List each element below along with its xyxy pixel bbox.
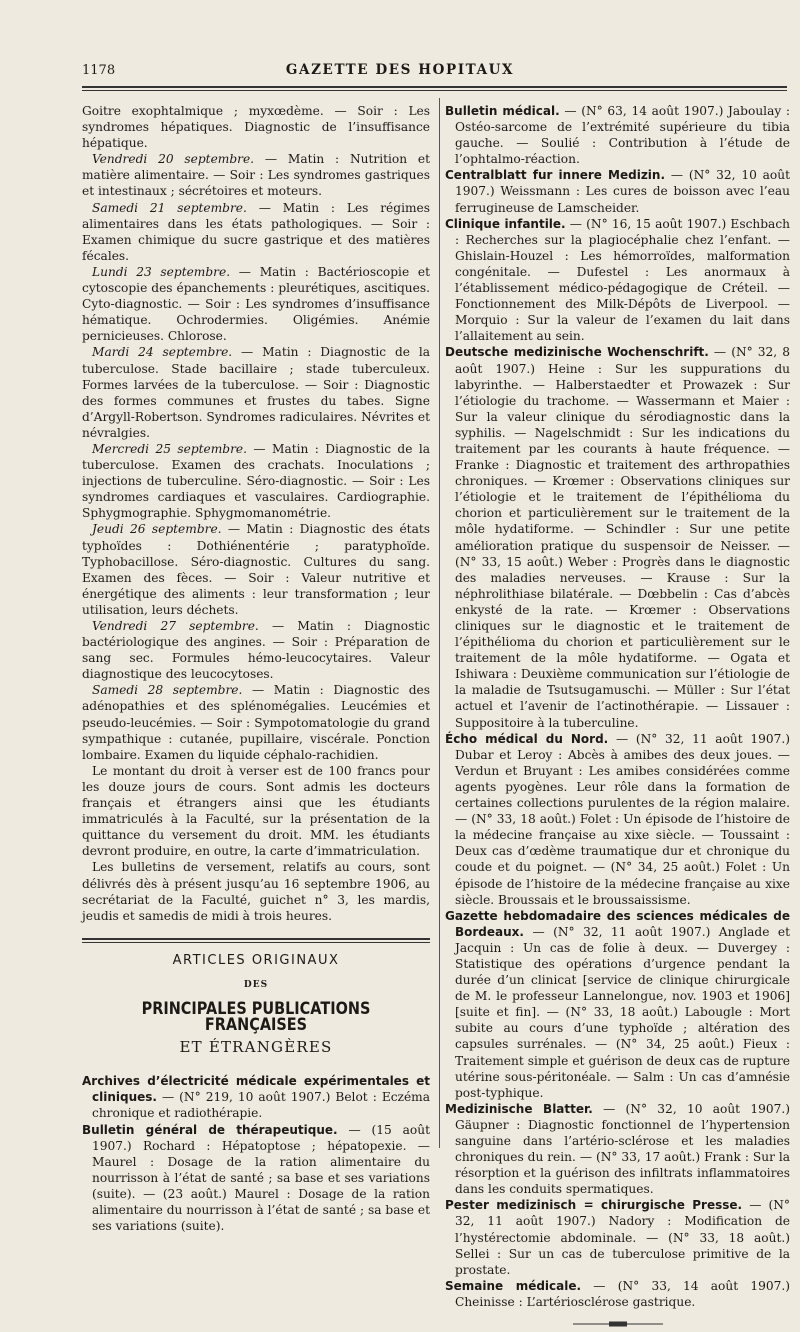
course-day: Mercredi 25 septembre. [92, 441, 248, 456]
review-title: Deutsche medizinische Wochenschrift. [445, 345, 709, 360]
review-entry: Centralblatt fur innere Medizin. — (N° 32, 10 août 1907.) Weissmann : Les cures de boisson avec l’eau ferrugineuse de Lamscheider. [445, 168, 791, 215]
review-entry: Gazette hebdomadaire des sciences médicales de Bordeaux. — (N° 32, 11 août 1907.) Anglade et Jacquin : Un cas de folie à deux. — Duvergey : Statistique des opérations d’urgence pendant la durée d’un clinicat [service de clinique chirurgicale de M. le professeur Lannelongue, nov. 1903 et 1906] [suite et fin]. — (N° 33, 18 août.) Labougle : Mort subite au cours d’une typhoïde ; altération des capsules surrénales. — (N° 34, 25 août.) Fieux : Traitement simple et guérison de deux cas de rupture utérine sous-péritonéale. — Salm : Un cas d’amnésie post-typhique. [445, 908, 790, 1100]
course-day: Jeudi 26 septembre. [92, 522, 222, 537]
review-entry: Pester medizinisch = chirurgische Presse. — (N° 32, 11 août 1907.) Nadory : Modification de l’hystérectomie abdominale. — (N° 33, 18 août.) Sellei : Sur un cas de tuberculose primitive de la prostate. [445, 1198, 791, 1277]
course-paragraph: Mardi 24 septembre. — Matin : Diagnostic de la tuberculose. Stade bacillaire ; stade tuberculeux. Formes larvées de la tuberculose. — Soir : Diagnostic des formes communes et frustes du tabes. Signe d’Argyll-Robertson. Syndromes radiculaires. Névrites et névralgies. [82, 345, 430, 440]
review-entry: Bulletin médical. — (N° 63, 14 août 1907.) Jaboulay : Ostéo-sarcome de l’extrémité supérieure du tibia gauche. — Soulié : Contribution à l’étude de l’ophtalmo-réaction. [445, 104, 791, 167]
left-column [82, 103, 430, 1234]
course-paragraph: Samedi 21 septembre. — Matin : Les régimes alimentaires dans les états pathologiques. — Soir : Examen chimique du sucre gastrique et des matières fécales. [82, 200, 430, 263]
review-title: Pester medizinisch = chirurgische Presse. [445, 1198, 743, 1213]
course-day: Vendredi 27 septembre. [92, 619, 259, 633]
review-entry: Archives d’électricité médicale expérimentales et cliniques. — (N° 219, 10 août 1907.) Belot : Eczéma chronique et radiothérapie. [82, 1074, 430, 1121]
section-rule [82, 938, 430, 943]
course-paragraph: Goitre exophtalmique ; myxœdème. — Soir : Les syndromes hépatiques. Diagnostic de l’insuffisance hépatique. [82, 104, 430, 151]
review-entry: Écho médical du Nord. — (N° 32, 11 août 1907.) Dubar et Leroy : Abcès à amibes des deux joues. — Verdun et Bruyant : Les amibes considérées comme agents pyogènes. Leur rôle dans la formation de certaines collections purulentes de la région malaire. — (N° 33, 18 août.) Folet : Un épisode de l’histoire de la médecine française au xixe siècle. — Toussaint : Deux cas d’œdème traumatique dur et chronique du coude et du poignet. — (N° 34, 25 août.) Folet : Un épisode de l’histoire de la médecine française au xixe siècle. Broussais et le broussaissisme. [445, 731, 790, 907]
section-heading-publications: PRINCIPALES PUBLICATIONS FRANÇAISES [141, 998, 371, 1036]
review-title: Semaine médicale. [445, 1278, 582, 1293]
course-day: Samedi 28 septembre. [92, 683, 243, 698]
review-title: Centralblatt fur innere Medizin. [445, 168, 666, 183]
course-day: Lundi 23 septembre. [92, 264, 231, 279]
review-title: Gazette hebdomadaire des sciences médicales de Bordeaux. [445, 908, 790, 939]
review-entry: Clinique infantile. — (N° 16, 15 août 1907.) Eschbach : Recherches sur la plagiocéphalie chez l’enfant. — Ghislain-Houzel : Les hémorroïdes, malformation congénitale. — Dufestel : Les anormaux à l’établissement médico-pédagogique de Créteil. — Fonctionnement des Milk-Dépôts de Liverpool. — Morquio : Sur la valeur de l’examen du lait dans l’allaitement au sein. [445, 216, 790, 344]
journal-title: GAZETTE DES HOPITAUX [285, 62, 515, 78]
course-paragraph: Jeudi 26 septembre. — Matin : Diagnostic des états typhoïdes : Dothiénentérie ; paratyphoïde. Typhobacillose. Séro-diagnostic. Cultures du sang. Examen des fèces. — Soir : Valeur nutritive et énergétique des aliments : leur transformation ; leur utilisation, leurs déchets. [82, 522, 430, 617]
section-heading-etrangeres: ET ÉTRANGÈRES [179, 1038, 333, 1057]
review-entry: Medizinische Blatter. — (N° 32, 10 août 1907.) Gäupner : Diagnostic fonctionnel de l’hypertension sanguine dans l’artério-sclérose et les maladies chroniques du rein. — (N° 33, 17 août.) Frank : Sur la résorption et la guérison des infiltrats inflammatoires dans les conduits spermatiques. [445, 1101, 790, 1197]
review-entry: Bulletin général de thérapeutique. — (15 août 1907.) Rochard : Hépatoptose ; hépatopexie. — Maurel : Dosage de la ration alimentaire du nourrisson à l’état de santé ; sa base et ses variations (suite). — (23 août.) Maurel : Dosage de la ration alimentaire du nourrisson à l’état de santé ; sa base et ses variations (suite). [82, 1122, 430, 1234]
header-rule [82, 86, 787, 91]
section-heading-des: DES [243, 979, 269, 990]
course-paragraph: Samedi 28 septembre. — Matin : Diagnostic des adénopathies et des splénomégalies. Leucémies et pseudo-leucémies. — Soir : Sympotomatologie du grand sympathique : cutanée, pupillaire, viscérale. Ponction lombaire. Examen du liquide céphalo-rachidien. [82, 683, 430, 762]
course-paragraph: Mercredi 25 septembre. — Matin : Diagnostic de la tuberculose. Examen des crachats. Inoculations ; injections de tuberculine. Séro-diagnostic. — Soir : Les syndromes cardiaques et vasculaires. Cardiographie. Sphygmographie. Sphygmomanométrie. [82, 441, 430, 521]
course-day: Mardi 24 septembre. [92, 345, 233, 360]
fee-paragraph: Le montant du droit à verser est de 100 francs pour les douze jours de cours. Sont admis les docteurs français et étrangers ainsi que les étudiants immatriculés à la Faculté, sur la présentation de la quittance du versement du droit. MM. les étudiants devront produire, en outre, la carte d’immatriculation. [82, 763, 430, 859]
bulletin-paragraph: Les bulletins de versement, relatifs au cours, sont délivrés dès à présent jusqu’au 16 septembre 1906, au secrétariat de la Faculté, guichet n° 3, les mardis, jeudis et samedis de midi à trois heures. [82, 860, 430, 923]
review-title: Écho médical du Nord. [445, 731, 609, 746]
review-title: Archives d’électricité médicale expérimentales et cliniques. [82, 1074, 430, 1105]
course-paragraph: Lundi 23 septembre. — Matin : Bactérioscopie et cytoscopie des épanchements : pleurétiques, ascitiques. Cyto-diagnostic. — Soir : Les syndromes d’insuffisance hématique. Ochrodermies. Oligémies. Anémie pernicieuses. Chlorose. [82, 264, 430, 344]
page-number: 1178 [82, 63, 116, 78]
review-title: Medizinische Blatter. [445, 1101, 593, 1116]
course-paragraph: Vendredi 27 septembre. — Matin : Diagnostic bactériologique des angines. — Soir : Préparation de sang sec. Formules hémo-leucocytaires. Valeur diagnostique des leucocytoses. [82, 619, 430, 682]
right-column [445, 103, 790, 1332]
review-entry: Semaine médicale. — (N° 33, 14 août 1907.) Cheinisse : L’artériosclérose gastrique. [445, 1278, 790, 1309]
end-ornament [445, 1316, 790, 1332]
course-day: Samedi 21 septembre. [92, 200, 247, 215]
course-paragraph: Vendredi 20 septembre. — Matin : Nutrition et matière alimentaire. — Soir : Les syndromes gastriques et intestinaux ; sécrétoires et moteurs. [82, 152, 430, 199]
review-title: Bulletin médical. [445, 104, 560, 118]
column-divider [439, 98, 440, 1148]
review-entry: Deutsche medizinische Wochenschrift. — (N° 32, 8 août 1907.) Heine : Sur les suppurations du labyrinthe. — Halberstaedter et Prowazek : Sur l’étiologie du trachome. — Wassermann et Maier : Sur la valeur clinique du sérodiagnostic dans la syphilis. — Nagelschmidt : Sur les indications du traitement par les courants à haute fréquence. — Franke : Diagnostic et traitement des arthropathies chroniques. — Krœmer : Observations cliniques sur l’étiologie et le traitement de l’épithélioma du chorion et particulièrement sur le traitement de la môle hydatiforme. — Schindler : Sur une petite amélioration pratique du suspensoir de Neisser. — (N° 33, 15 août.) Weber : Progrès dans le diagnostic des maladies nerveuses. — Krause : Sur la néphrolithiase bilatérale. — Dœbbelin : Cas d’abcès enkysté de la rate. — Krœmer : Observations cliniques sur le diagnostic et le traitement de l’épithélioma du chorion et particulièrement sur le traitement de la môle hydatiforme. — Ogata et Ishiwara : Deuxième communication sur l’étiologie de la maladie de Tsutsugamuschi. — Müller : Sur l’état actuel et l’avenir de l’actinothérapie. — Lissauer : Suppositoire à la tuberculine. [445, 345, 790, 730]
course-day: Vendredi 20 septembre. [92, 152, 255, 167]
review-title: Clinique infantile. [445, 216, 566, 231]
section-heading-articles: ARTICLES ORIGINAUX [172, 952, 340, 968]
review-title: Bulletin général de thérapeutique. [82, 1122, 338, 1137]
